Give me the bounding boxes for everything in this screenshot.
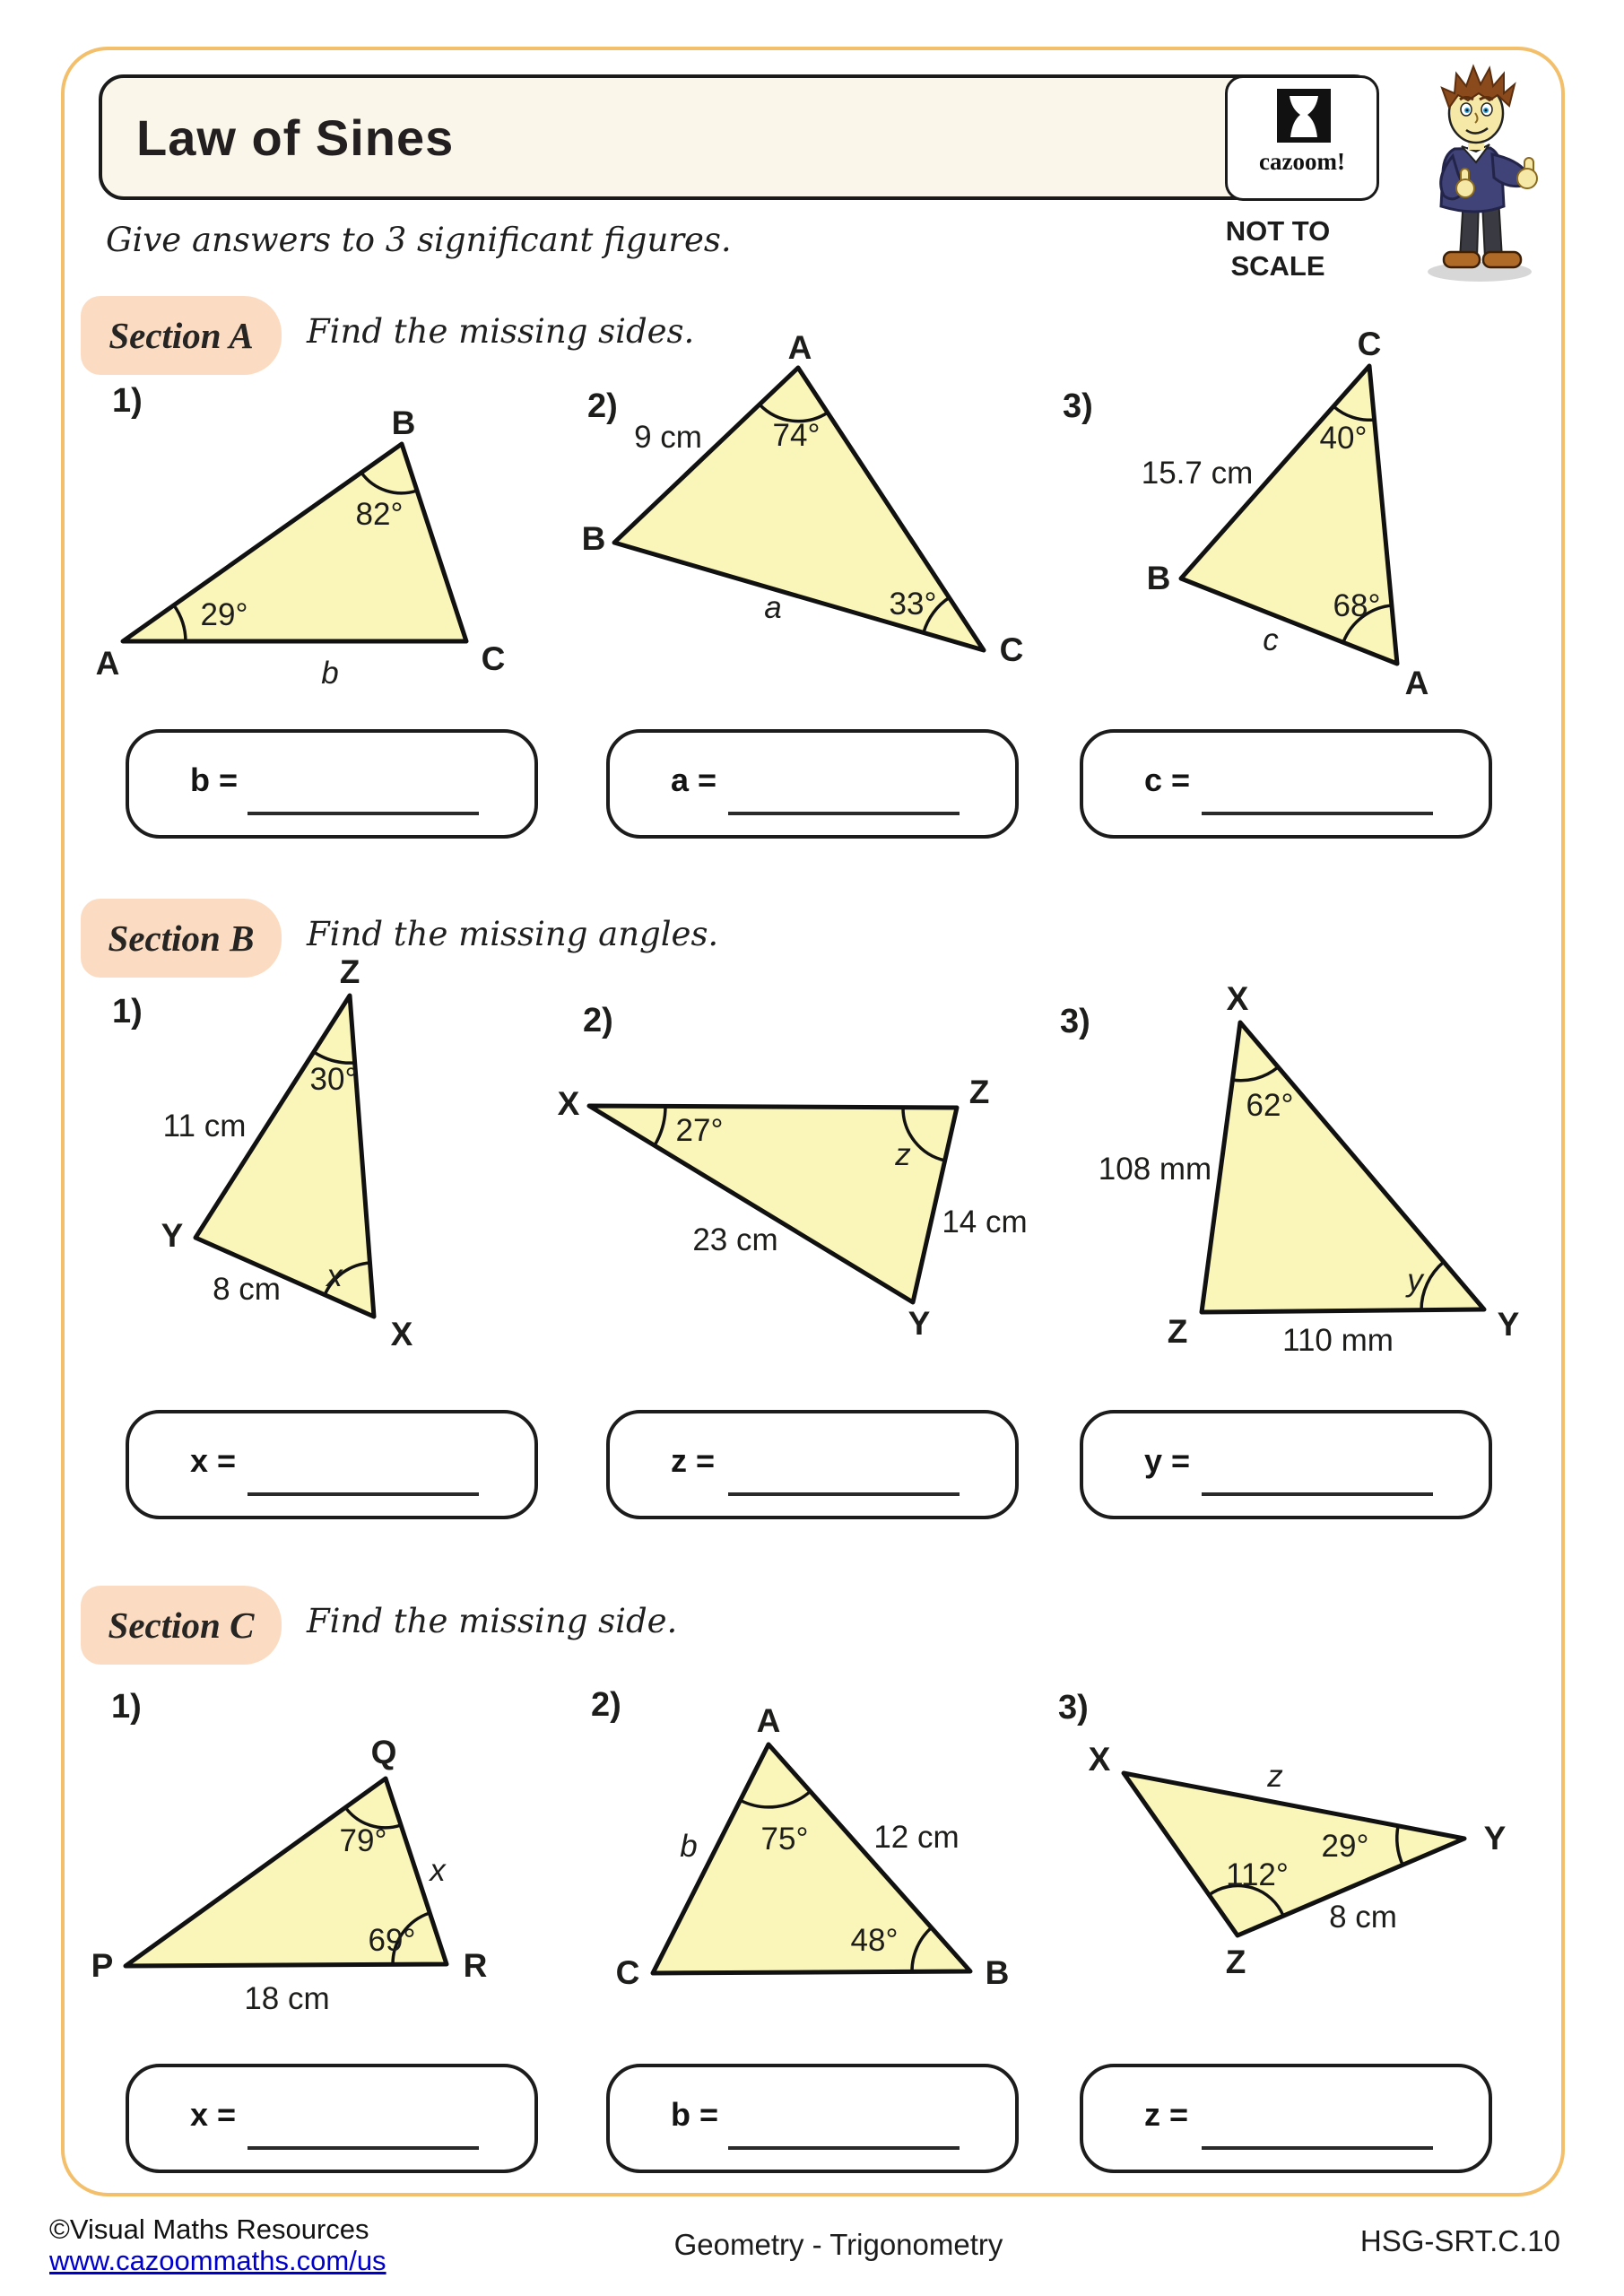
answer-blank-line [728, 1492, 960, 1496]
angle-label: 69° [368, 1923, 416, 1958]
side-label: 110 mm [1282, 1323, 1394, 1358]
vertex-label: A [1404, 665, 1429, 701]
problem-a3-number: 3) [1063, 387, 1093, 425]
answer-blank-line [1202, 1492, 1433, 1496]
triangle-c2 [592, 1704, 1058, 2027]
side-label: z [1267, 1759, 1283, 1794]
answer-label: b = [671, 2096, 719, 2133]
vertex-label: A [95, 645, 120, 682]
side-label: c [1263, 622, 1279, 657]
angle-label: 112° [1226, 1857, 1289, 1892]
answer-box-c1 [126, 2064, 538, 2173]
answer-box-a3 [1080, 729, 1492, 839]
side-label: 8 cm [1329, 1900, 1397, 1935]
vertex-label: Y [1483, 1820, 1507, 1857]
side-label: 11 cm [162, 1109, 247, 1144]
vertex-label: X [390, 1316, 413, 1352]
section-a-label: Section A [81, 296, 282, 375]
angle-label: 29° [200, 597, 248, 632]
problem-b1-number: 1) [112, 993, 143, 1031]
angle-label: y [1407, 1263, 1423, 1298]
angle-label: 27° [675, 1113, 724, 1148]
vertex-label: B [391, 404, 416, 441]
answers-note: Give answers to 3 significant figures. [106, 221, 732, 259]
vertex-label: B [985, 1954, 1010, 1991]
problem-c2-number: 2) [591, 1686, 621, 1724]
answer-blank-line [728, 812, 960, 815]
title-panel [99, 74, 1379, 200]
side-label: b [680, 1829, 698, 1864]
vertex-label: Z [1167, 1313, 1188, 1350]
vertex-label: A [787, 329, 812, 366]
vertex-label: R [463, 1947, 488, 1984]
side-label: 15.7 cm [1141, 456, 1254, 491]
triangle-b2 [556, 1031, 1058, 1372]
vertex-label: Y [908, 1305, 931, 1342]
triangle-b3 [1058, 980, 1560, 1372]
copyright-text: ©Visual Maths Resources [49, 2213, 369, 2245]
angle-label: 82° [355, 497, 404, 532]
vertex-label: C [615, 1954, 640, 1991]
problem-a1-number: 1) [112, 382, 143, 420]
answer-label: a = [671, 761, 717, 798]
vertex-label: C [1357, 326, 1382, 362]
footer-topic: Geometry - Trigonometry [673, 2228, 1003, 2261]
answer-box-a1 [126, 729, 538, 839]
vertex-label: B [581, 520, 606, 557]
page-title: Law of Sines [136, 109, 455, 166]
answer-blank-line [248, 1492, 479, 1496]
vertex-label: C [481, 640, 506, 677]
angle-label: 62° [1246, 1088, 1294, 1123]
problem-a2-number: 2) [587, 387, 618, 425]
vertex-label: C [999, 631, 1024, 668]
side-label: b [321, 656, 339, 691]
side-label: a [764, 590, 782, 625]
answer-blank-line [1202, 2146, 1433, 2150]
angle-label: 68° [1333, 588, 1381, 623]
mascot-boy-illustration [1390, 54, 1569, 287]
angle-label: 29° [1321, 1829, 1369, 1864]
triangle-c1 [90, 1704, 574, 2027]
side-label: 23 cm [692, 1222, 778, 1257]
vertex-label: Z [968, 1074, 990, 1110]
angle-label: 30° [309, 1062, 358, 1097]
section-a-instruction: Find the missing sides. [307, 312, 695, 351]
answer-box-c3 [1080, 2064, 1492, 2173]
answer-blank-line [1202, 812, 1433, 815]
vertex-label: Y [1497, 1306, 1520, 1343]
vertex-label: X [1088, 1741, 1111, 1778]
problem-c1-number: 1) [111, 1688, 142, 1726]
side-label: x [430, 1853, 446, 1888]
problem-b2-number: 2) [583, 1002, 613, 1039]
vertex-label: Q [370, 1734, 397, 1770]
side-label: 14 cm [942, 1205, 1028, 1239]
section-c-instruction: Find the missing side. [307, 1602, 678, 1640]
answer-label: c = [1144, 761, 1191, 798]
angle-label: 48° [850, 1923, 899, 1958]
answer-box-b1 [126, 1410, 538, 1519]
angle-label: x [326, 1258, 343, 1293]
problem-b3-number: 3) [1060, 1003, 1090, 1040]
cazoom-goblet-icon [1277, 89, 1331, 143]
side-label: 108 mm [1098, 1152, 1212, 1187]
answer-box-b2 [606, 1410, 1019, 1519]
answer-label: x = [190, 1442, 237, 1479]
answer-label: y = [1144, 1442, 1191, 1479]
section-c-label: Section C [81, 1586, 282, 1665]
cazoom-logo [1225, 75, 1379, 201]
answer-blank-line [248, 2146, 479, 2150]
triangle-a2 [574, 329, 1058, 700]
triangle-b1 [90, 953, 574, 1354]
angle-label: 79° [339, 1823, 387, 1858]
angle-label: z [895, 1137, 911, 1172]
cazoom-logo-text: cazoom! [1259, 148, 1345, 175]
vertex-label: Y [161, 1217, 184, 1254]
vertex-label: X [1226, 980, 1249, 1017]
answer-box-c2 [606, 2064, 1019, 2173]
website-link[interactable]: www.cazoommaths.com/us [49, 2245, 386, 2276]
vertex-label: B [1146, 560, 1171, 596]
angle-label: 40° [1319, 421, 1368, 456]
answer-label: b = [190, 761, 239, 798]
answer-label: z = [1144, 2096, 1189, 2133]
vertex-label: Z [339, 953, 360, 990]
vertex-label: A [756, 1702, 781, 1739]
not-to-scale-note: NOT TO SCALE [1225, 215, 1331, 282]
answer-label: z = [671, 1442, 716, 1479]
side-label: 18 cm [244, 1981, 330, 2016]
triangle-c3 [1058, 1704, 1560, 2027]
standard-code: HSG-SRT.C.10 [1359, 2224, 1560, 2257]
vertex-label: Z [1225, 1944, 1246, 1980]
triangle-a3 [1058, 326, 1542, 718]
answer-blank-line [248, 812, 479, 815]
side-label: 9 cm [634, 420, 702, 455]
answer-blank-line [728, 2146, 960, 2150]
vertex-label: P [91, 1947, 114, 1984]
triangle-a1 [90, 395, 574, 709]
answer-box-a2 [606, 729, 1019, 839]
problem-c3-number: 3) [1058, 1689, 1089, 1726]
side-label: 12 cm [873, 1820, 960, 1855]
angle-label: 75° [760, 1822, 809, 1857]
angle-label: 74° [772, 418, 821, 453]
answer-label: x = [190, 2096, 237, 2133]
section-b-instruction: Find the missing angles. [307, 915, 719, 953]
side-label: 8 cm [213, 1272, 281, 1307]
angle-label: 33° [889, 587, 937, 622]
answer-box-b3 [1080, 1410, 1492, 1519]
vertex-label: X [557, 1085, 580, 1122]
section-b-label: Section B [81, 899, 282, 978]
